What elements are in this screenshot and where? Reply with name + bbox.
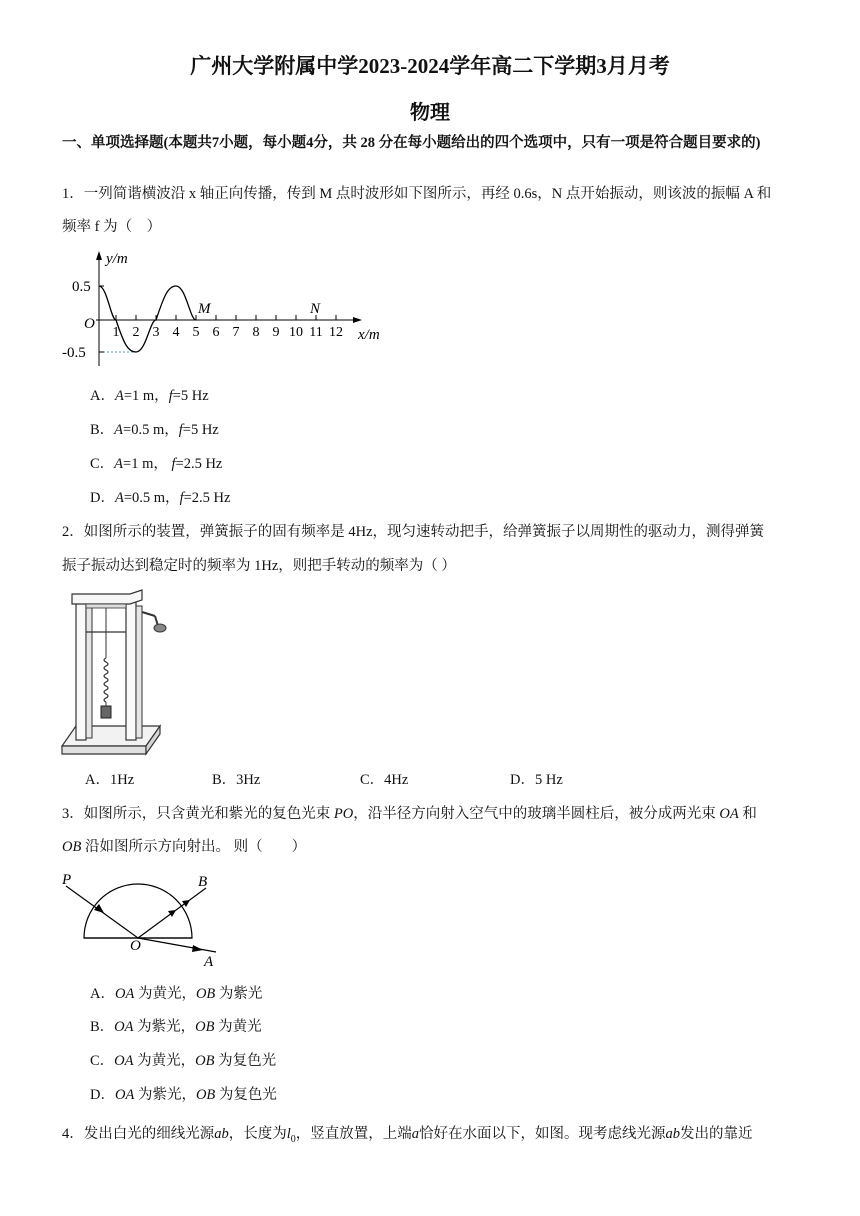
x-tick-label: 7	[232, 325, 240, 340]
q1-option-d[interactable]: D．A=0.5 m，f=2.5 Hz	[90, 490, 231, 506]
x-tick-label: 8	[252, 325, 260, 340]
exam-title: 广州大学附属中学2023-2024学年高二下学期3月月考	[190, 54, 670, 78]
q3-option-b[interactable]: B．OA 为紫光，OB 为黄光	[90, 1019, 262, 1035]
q2-option-b[interactable]: B．3Hz	[212, 772, 261, 788]
point-n-label: N	[310, 301, 321, 317]
q3-option-a[interactable]: A．OA 为黄光，OB 为紫光	[90, 986, 263, 1002]
q1-stem-line1: 1．一列简谐横波沿 x 轴正向传播，传到 M 点时波形如下图所示，再经 0.6s，N 点开始振动，则该波的振幅 A 和	[62, 186, 772, 202]
x-tick-label: 3	[152, 325, 160, 340]
section-heading: 一、单项选择题(本题共7小题，每小题4分，共 28 分在每小题给出的四个选项中，只有一项是符合题目要求的)	[62, 135, 761, 151]
q1-option-c[interactable]: C．A=1 m， f=2.5 Hz	[90, 456, 223, 472]
x-tick-label: 11	[309, 325, 323, 340]
q2-stem-line2: 振子振动达到稳定时的频率为 1Hz，则把手转动的频率为（ ）	[62, 558, 456, 574]
subject-title: 物理	[410, 102, 450, 124]
q1-option-a[interactable]: A．A=1 m，f=5 Hz	[90, 388, 209, 404]
q3-option-c[interactable]: C．OA 为黄光，OB 为复色光	[90, 1053, 277, 1069]
x-tick-label: 9	[272, 325, 280, 340]
q1-option-b[interactable]: B．A=0.5 m，f=5 Hz	[90, 422, 219, 438]
q2-option-d[interactable]: D．5 Hz	[510, 772, 563, 788]
label-o: O	[130, 938, 141, 954]
q1-wave-graph	[58, 248, 398, 373]
q2-stem-line1: 2．如图所示的装置，弹簧振子的固有频率是 4Hz，现匀速转动把手，给弹簧振子以周期性的驱动力，测得弹簧	[62, 524, 765, 540]
q2-option-c[interactable]: C．4Hz	[360, 772, 409, 788]
q3-option-d[interactable]: D．OA 为紫光，OB 为复色光	[90, 1087, 277, 1103]
x-tick-label: 12	[329, 325, 343, 340]
q1-stem-line2: 频率 f 为（ ）	[62, 219, 162, 235]
y-tick-label: 0.5	[72, 279, 91, 295]
x-tick-label: 1	[112, 325, 120, 340]
y-axis-label: y/m	[106, 251, 128, 267]
x-tick-label: 5	[192, 325, 200, 340]
label-a: A	[204, 954, 214, 970]
y-tick-label: -0.5	[62, 345, 86, 361]
x-tick-label: 6	[212, 325, 220, 340]
spring-oscillator-apparatus-image	[60, 588, 170, 758]
q2-option-a[interactable]: A．1Hz	[85, 772, 135, 788]
q3-semicircle-refraction-diagram	[58, 870, 228, 970]
x-tick-label: 10	[289, 325, 303, 340]
x-tick-label: 2	[132, 325, 140, 340]
x-axis-label: x/m	[358, 327, 380, 343]
point-m-label: M	[198, 301, 211, 317]
origin-label: O	[84, 316, 95, 332]
label-b: B	[198, 874, 208, 890]
q4-stem-line1: 4．发出白光的细线光源ab，长度为$l_0$，竖直放置，上端a恰好在水面以下，如图。现考虑线光源ab发出的靠近	[62, 1126, 753, 1145]
x-tick-label: 4	[172, 325, 180, 340]
label-p: P	[62, 872, 72, 888]
q3-stem-line2: OB 沿如图所示方向射出。 则（ ）	[62, 839, 307, 855]
q3-stem-line1: 3．如图所示，只含黄光和紫光的复色光束 PO，沿半径方向射入空气中的玻璃半圆柱后，被分成两光束 OA 和	[62, 806, 757, 822]
